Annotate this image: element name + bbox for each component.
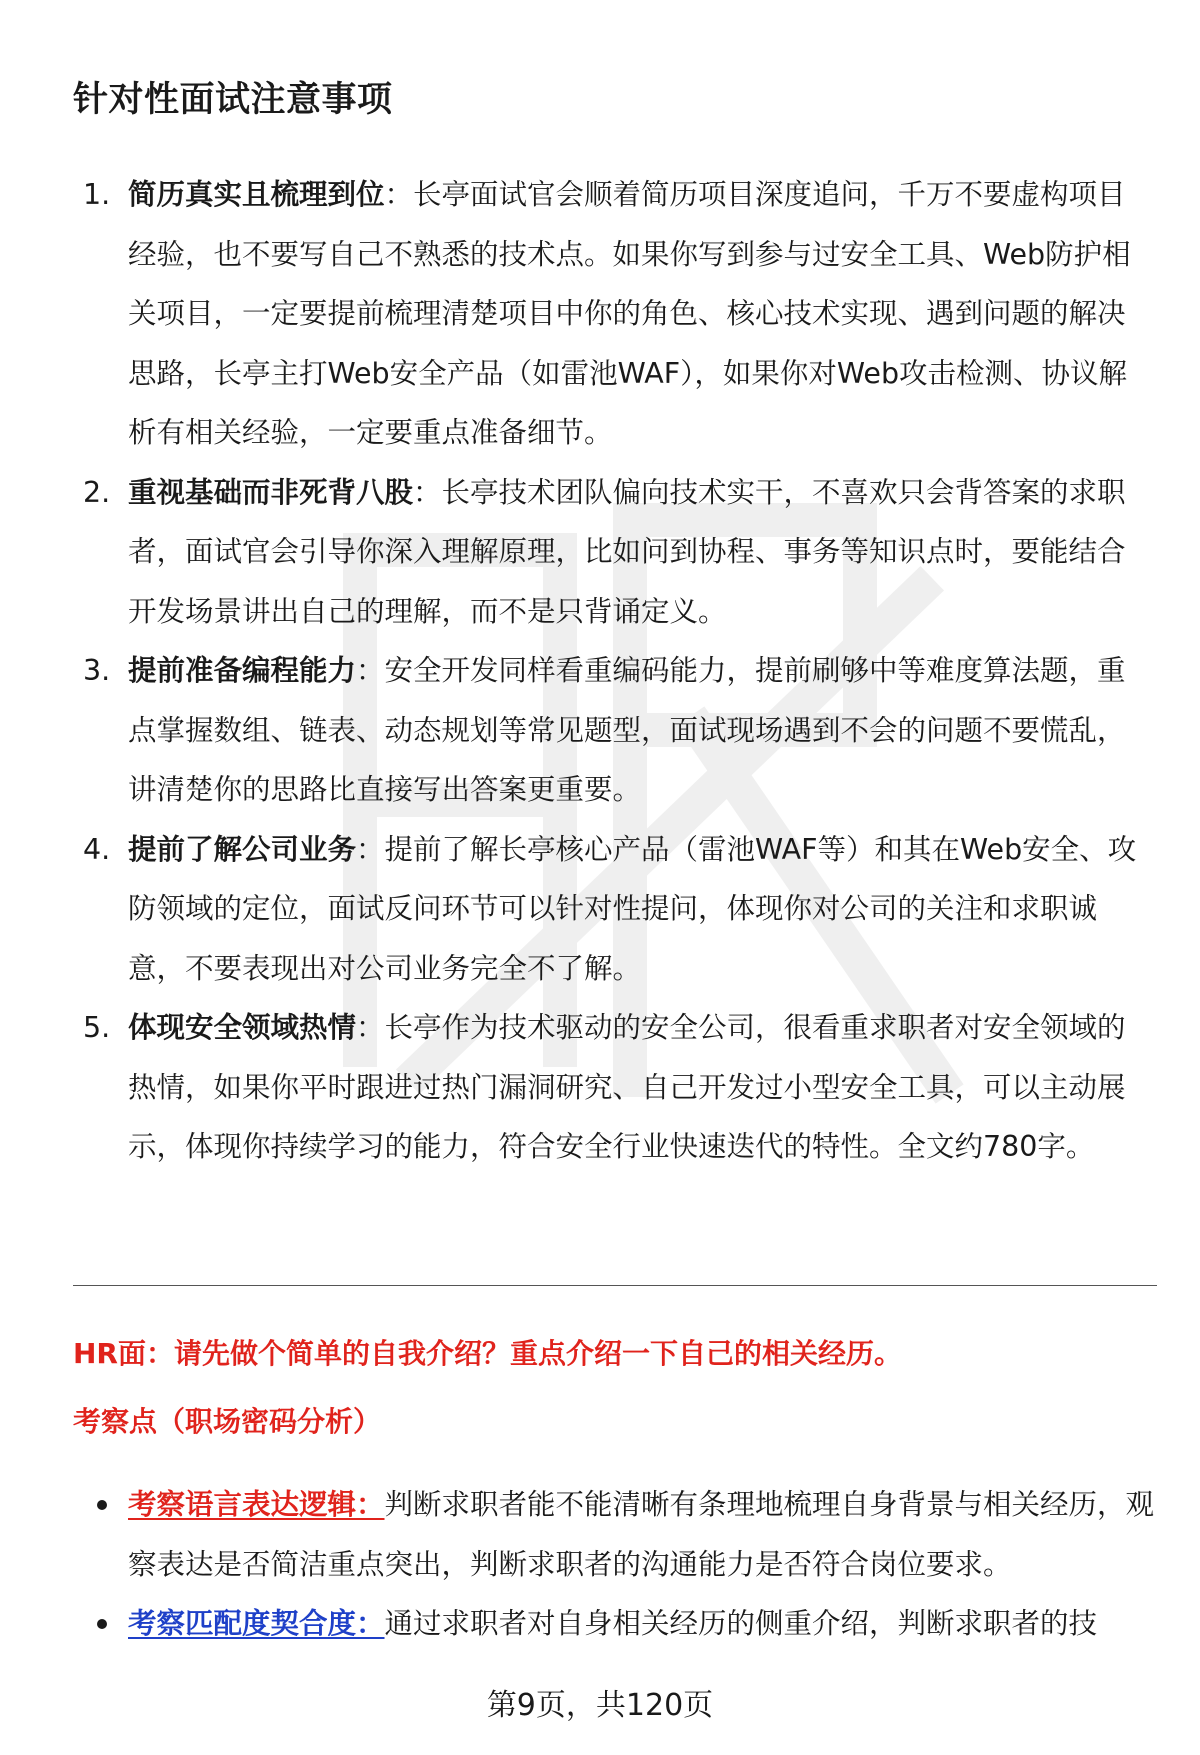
interview-question: HR面：请先做个简单的自我介绍？重点介绍一下自己的相关经历。 [73, 1337, 902, 1370]
bullet-dot-icon [97, 1619, 107, 1629]
analysis-heading: 考察点（职场密码分析） [73, 1405, 382, 1438]
item-text: 长亭作为技术驱动的安全公司，很看重求职者对安全领域的热情，如果你平时跟进过热门漏洞研究、自己开发过小型安全工具，可以主动展示，体现你持续学习的能力，符合安全行业快速迭代的特性。全文约780字。 [128, 1011, 1126, 1163]
section-divider [73, 1285, 1157, 1286]
notes-list [83, 165, 1143, 1177]
item-heading: 提前了解公司业务 [128, 832, 357, 866]
point-text: 判断求职者能不能清晰有条理地梳理自身背景与相关经历，观察表达是否简洁重点突出，判断求职者的沟通能力是否符合岗位要求。 [128, 1488, 1155, 1581]
point-key-link[interactable]: 考察匹配度契合度： [128, 1607, 385, 1640]
section-title: 针对性面试注意事项 [73, 80, 393, 120]
analysis-points-list [95, 1475, 1155, 1654]
list-item [83, 165, 1143, 463]
list-item [83, 463, 1143, 642]
item-number: 5. [83, 1011, 111, 1044]
point-key-link[interactable]: 考察语言表达逻辑： [128, 1488, 385, 1521]
list-item [95, 1475, 1155, 1594]
list-item [95, 1594, 1155, 1654]
item-separator: ： [356, 1011, 385, 1044]
item-text: 安全开发同样看重编码能力，提前刷够中等难度算法题，重点掌握数组、链表、动态规划等常见题型，面试现场遇到不会的问题不要慌乱，讲清楚你的思路比直接写出答案更重要。 [128, 654, 1126, 806]
item-number: 4. [83, 832, 111, 866]
list-item [83, 820, 1143, 999]
item-number: 3. [83, 654, 111, 687]
item-heading: 重视基础而非死背八股 [128, 475, 414, 509]
item-number: 1. [83, 178, 111, 211]
item-separator: ： [356, 654, 385, 687]
item-separator: ： [356, 832, 385, 866]
list-item [83, 998, 1143, 1177]
item-text: 长亭面试官会顺着简历项目深度追问，千万不要虚构项目经验，也不要写自己不熟悉的技术点。如果你写到参与过安全工具、Web防护相关项目，一定要提前梳理清楚项目中你的角色、核心技术实现、遇到问题的解决思路，长亭主打Web安全产品（如雷池WAF），如果你对Web攻击检测、协议解析有相关经验，一定要重点准备细节。 [128, 178, 1131, 449]
point-text: 通过求职者对自身相关经历的侧重介绍，判断求职者的技 [384, 1607, 1098, 1640]
item-heading: 简历真实且梳理到位 [128, 178, 385, 211]
list-item [83, 641, 1143, 820]
item-number: 2. [83, 475, 111, 509]
item-heading: 提前准备编程能力 [128, 654, 357, 687]
item-text: 长亭技术团队偏向技术实干，不喜欢只会背答案的求职者，面试官会引导你深入理解原理，比如问到协程、事务等知识点时，要能结合开发场景讲出自己的理解，而不是只背诵定义。 [128, 475, 1126, 628]
bullet-dot-icon [97, 1500, 107, 1510]
item-separator: ： [413, 475, 442, 509]
page-number: 第9页，共120页 [486, 1688, 714, 1723]
item-separator: ： [384, 178, 414, 211]
item-text: 提前了解长亭核心产品（雷池WAF等）和其在Web安全、攻防领域的定位，面试反问环节可以针对性提问，体现你对公司的关注和求职诚意，不要表现出对公司业务完全不了解。 [128, 832, 1137, 985]
item-heading: 体现安全领域热情 [128, 1011, 357, 1044]
